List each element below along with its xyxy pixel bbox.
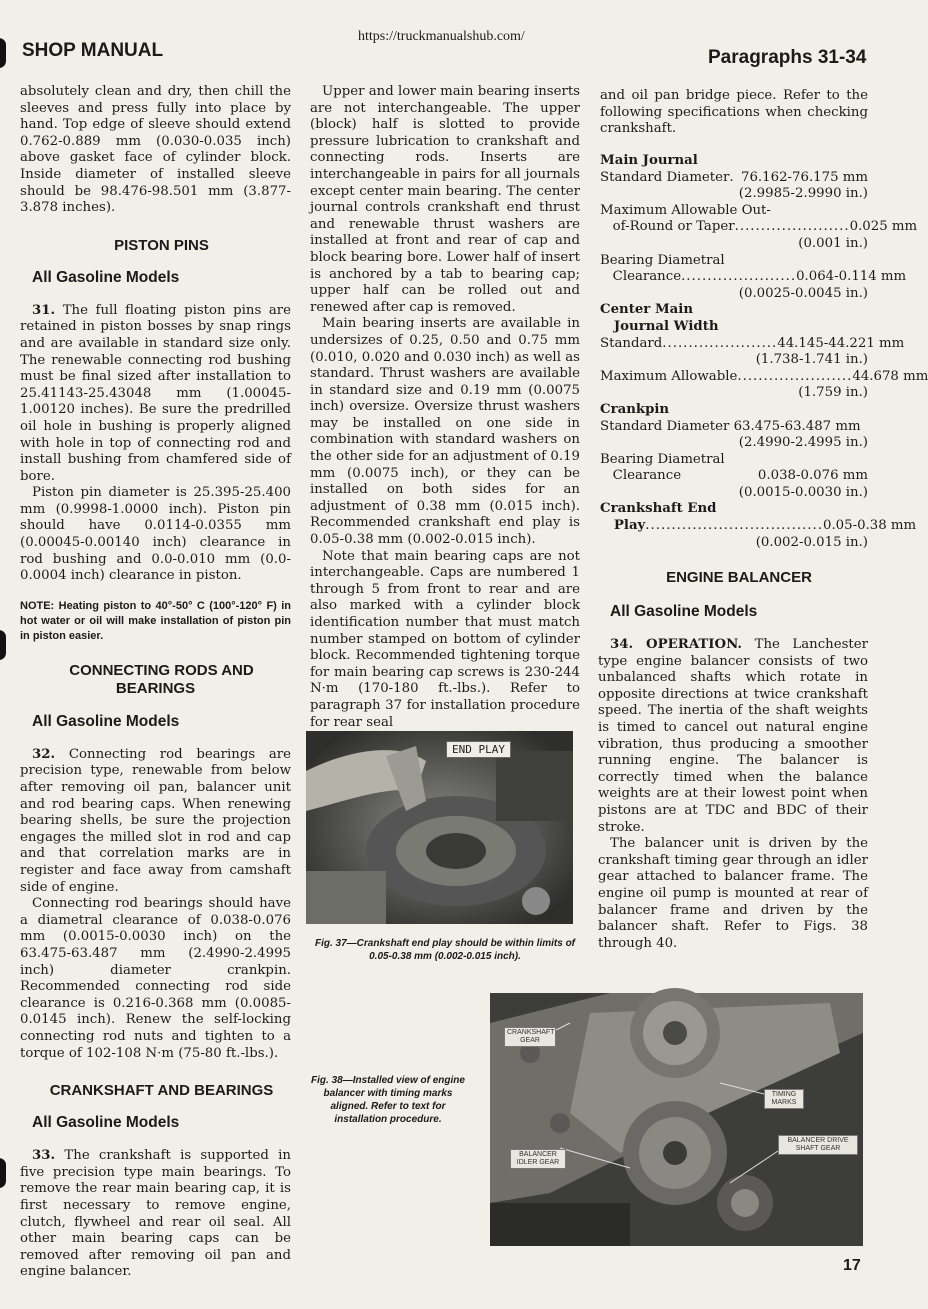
paragraph-32: [20, 747, 291, 896]
spec-width-std-inches: (1.738-1.741 in.): [755, 352, 868, 368]
note-heating-piston: NOTE: Heating piston to 40°-50° C (100°-120° F) in hot water or oil will make installation of piston pin in piston easier.: [20, 599, 291, 642]
spec-end-play-2: Play: [600, 518, 646, 534]
spec-out-of-round-value: 0.025 mm: [849, 219, 918, 235]
paragraph-33-text: The crankshaft is supported in five precision type main bearings. To remove the rear main bearing cap, it is first necessary to remove engine, clutch, flywheel and rear oil seal. All other main bearing caps can be removed after removing oil pan and engine balancer.: [20, 1148, 291, 1280]
heading-crankshaft: CRANKSHAFT AND BEARINGS: [49, 1082, 274, 1100]
label-balancer-idler-gear: BALANCER IDLER GEAR: [510, 1149, 566, 1169]
paragraph-33-number: 33.: [32, 1148, 56, 1164]
spec-crankpin: Crankpin: [600, 401, 670, 417]
spec-crankpin-clearance-label-1: Bearing Diametral: [600, 451, 725, 467]
column-3-intro: [600, 88, 868, 138]
binding-hole-bottom: [0, 1158, 6, 1188]
spec-width-max-inches: (1.759 in.): [798, 385, 868, 401]
crankshaft-photo-illustration: [306, 731, 573, 924]
intro-paragraph: absolutely clean and dry, then chill the sleeves and press fully into place by hand. Top edge of sleeve should extend 0.762-0.889 mm (0.030-0.035 inch) above gasket face of cylinder block. Inside diameter of installed sleeve should be 98.476-98.501 mm (3.877-3.878 inches).: [20, 84, 291, 216]
spec-out-of-round-label-2: of-Round or Taper: [600, 219, 735, 235]
subheading-gasoline-2: All Gasoline Models: [32, 712, 180, 730]
paragraph-34: [598, 637, 868, 836]
spec-end-play-1: Crankshaft End: [600, 501, 717, 517]
figure-37-caption: Fig. 37—Crankshaft end play should be within limits of 0.05-0.38 mm (0.002-0.015 inch).: [314, 938, 576, 962]
label-timing-marks: TIMING MARKS: [764, 1089, 804, 1109]
paragraph-31b: Piston pin diameter is 25.395-25.400 mm (0.9998-1.0000 inch). Piston pin should have 0.0114-0.0355 mm (0.00045-0.00140 inch) clearance in rod bushing and 0.0-0.010 mm (0.0-0.0004 inch) clearance in piston.: [20, 485, 291, 584]
spec-std-diameter-value: 76.162-76.175 mm: [741, 169, 868, 185]
source-url[interactable]: https://truckmanualshub.com/: [358, 29, 525, 44]
paragraph-34b: The balancer unit is driven by the crankshaft timing gear through an idler gear attached to balancer frame. The engine oil pump is mounted at rear of balancer frame and driven by the balancer shaft. Refer to Figs. 38 through 40.: [598, 836, 868, 951]
spec-crankpin-diameter: Standard Diameter 63.475-63.487 mm: [600, 418, 861, 434]
figure-38-photo: [490, 993, 863, 1246]
paragraph-31-number: 31.: [32, 302, 56, 318]
spec-width-std-value: 44.145-44.221 mm: [777, 335, 905, 351]
paragraph-32-text: Connecting rod bearings are precision type, renewable from below after removing oil pan, balancer unit and rod bearing caps. When renewing bearing shells, be sure the projection engages the milled slot in rod and cap and that correlation marks are in register and face away from camshaft side of engine.: [20, 746, 291, 895]
end-play-label: END PLAY: [446, 741, 511, 758]
label-crankshaft-gear: CRANKSHAFT GEAR: [504, 1027, 556, 1047]
specs-intro: and oil pan bridge piece. Refer to the following specifications when checking crankshaft.: [600, 88, 868, 137]
running-header-left: SHOP MANUAL: [22, 40, 164, 61]
spec-width-std-label: Standard: [600, 335, 663, 351]
paragraph-34-title: 34. OPERATION.: [610, 637, 743, 652]
spec-out-of-round-label-1: Maximum Allowable Out-: [600, 202, 771, 218]
column-3-balancer: [598, 569, 868, 952]
spec-main-clearance-inches: (0.0025-0.0045 in.): [738, 285, 868, 301]
spec-main-clearance-label-1: Bearing Diametral: [600, 252, 725, 268]
binding-hole-middle: [0, 630, 6, 660]
subheading-gasoline-4: All Gasoline Models: [610, 603, 758, 620]
spec-end-play-value: 0.05-0.38 mm: [823, 518, 917, 534]
heading-engine-balancer: ENGINE BALANCER: [666, 569, 812, 586]
paragraph-31: [20, 303, 291, 486]
heading-piston-pins: PISTON PINS: [114, 236, 209, 254]
spec-crankpin-clearance-value: 0.038-0.076 mm: [757, 468, 868, 484]
heading-connecting-rods: CONNECTING RODS AND BEARINGS: [69, 661, 254, 697]
figure-37-photo: [306, 731, 573, 924]
spec-main-clearance-label-2: Clearance: [600, 269, 682, 285]
spec-crankpin-clearance-label-2: Clearance: [600, 468, 682, 484]
spec-end-play-inches: (0.002-0.015 in.): [755, 534, 868, 550]
paragraph-undersizes: Main bearing inserts are available in undersizes of 0.25, 0.50 and 0.75 mm (0.010, 0.020 and 0.030 inch) as well as standard. Thrust washers are available in standard size and 0.19 mm (0.0075 inch) oversize. Oversize thrust washers may be installed on one side in combination with standard washers on the other side for an adjustment of 0.19 mm (0.0075 inch), or they can be installed on both sides for an adjustment of 0.38 mm (0.015 inch). Recommended crankshaft end play is 0.05-0.38 mm (0.002-0.015 inch).: [310, 316, 580, 548]
column-2: [310, 84, 580, 731]
spec-std-diameter-inches: (2.9985-2.9990 in.): [738, 186, 868, 202]
paragraph-33: [20, 1148, 291, 1281]
column-1: [20, 84, 291, 1281]
spec-center-main-2: Journal Width: [600, 318, 719, 334]
spec-crankpin-clearance-inches: (0.0015-0.0030 in.): [738, 484, 868, 500]
paragraph-32b: Connecting rod bearings should have a diametral clearance of 0.038-0.076 mm (0.0015-0.0030 inch) on the 63.475-63.487 mm (2.4990-2.4995 inch) diameter crankpin. Recommended connecting rod side clearance is 0.216-0.368 mm (0.0085-0.0145 inch). Renew the self-locking connecting rod nuts and tighten to a torque of 102-108 N·m (75-80 ft.-lbs.).: [20, 896, 291, 1061]
spec-out-of-round-inches: (0.001 in.): [798, 235, 868, 251]
subheading-gasoline-3: All Gasoline Models: [32, 1114, 180, 1132]
paragraph-34-text: The Lanchester type engine balancer consists of two unbalanced shafts which rotate in opposite directions at twice crankshaft speed. The inertia of the shaft weights is timed to cancel out natural engine vibration, thus producing a smoother running engine. The balancer is correctly timed when the balance weights are at their lowest point when pistons are at TDC and BDC of their stroke.: [598, 637, 868, 835]
spec-main-clearance-value: 0.064-0.114 mm: [796, 269, 907, 285]
spec-crankpin-diameter-inches: (2.4990-2.4995 in.): [738, 435, 868, 451]
specifications-table: Main Journal Standard Diameter . 76.162-76.175 mm (2.9985-2.9990 in.) Maximum Allowable Out- of-Round or Taper ...................... 0.025 mm (0.001 in.) Bearing Diametral Clearance ...................... 0.064-0.114 mm (0.0025-0.0045 in.) Center Main Journal Width Standard ...................... 44.145-44.221 mm (1.738-1.741 in.) Maximum Allowable ...................... 44.678 mm (1.759 in.) Crankpin Standard Diameter 63.475-63.487 mm (2.4990-2.4995 in.) Bearing Diametral Clearance 0.038-0.076 mm (0.0015-0.0030 in.) Crankshaft End Play .................................. 0.05-0.38 mm (0.002-0.015 in.): [600, 153, 928, 550]
paragraph-31-text: The full floating piston pins are retained in piston bosses by snap rings and are available in standard size only. The renewable connecting rod bushing must be final sized after installation to 25.41143-25.43048 mm (1.00045-1.00120 inches). Be sure the predrilled oil hole in bushing is properly aligned with hole in top of connecting rod and install bushing from chamfered side of bore.: [20, 302, 291, 484]
spec-std-diameter-label: Standard Diameter: [600, 169, 730, 185]
paragraph-32-number: 32.: [32, 746, 56, 762]
spec-center-main-1: Center Main: [600, 302, 694, 318]
spec-width-max-label: Maximum Allowable: [600, 368, 738, 384]
spec-main-journal: Main Journal: [600, 153, 698, 168]
binding-hole-top: [0, 38, 6, 68]
label-balancer-drive-shaft-gear: BALANCER DRIVE SHAFT GEAR: [778, 1135, 858, 1155]
page-number: 17: [843, 1257, 861, 1274]
figure-38-caption: Fig. 38—Installed view of engine balancer with timing marks aligned. Refer to text for installation procedure.: [311, 1075, 465, 1125]
running-header-right: Paragraphs 31-34: [708, 47, 867, 68]
paragraph-bearing-caps: Note that main bearing caps are not interchangeable. Caps are numbered 1 through 5 from front to rear and are also marked with a cylinder block identification number that must match number stamped on bottom of cylinder block. Recommended tightening torque for main bearing cap screws is 230-244 N·m (170-180 ft.-lbs.). Refer to paragraph 37 for installation procedure for rear seal: [310, 548, 580, 730]
subheading-gasoline-1: All Gasoline Models: [32, 268, 180, 286]
spec-width-max-value: 44.678 mm: [852, 368, 928, 384]
paragraph-main-inserts: Upper and lower main bearing inserts are not interchangeable. The upper (block) half is slotted to provide pressure lubrication to crankshaft and connecting rods. Inserts are interchangeable in pairs for all journals except center main bearing. The center journal controls crankshaft end thrust and renewable thrust washers are installed at front and rear of cap and block bearing bore. Lower half of insert is anchored by a tab to bearing cap; upper half can be rolled out and renewed after cap is removed.: [310, 84, 580, 315]
